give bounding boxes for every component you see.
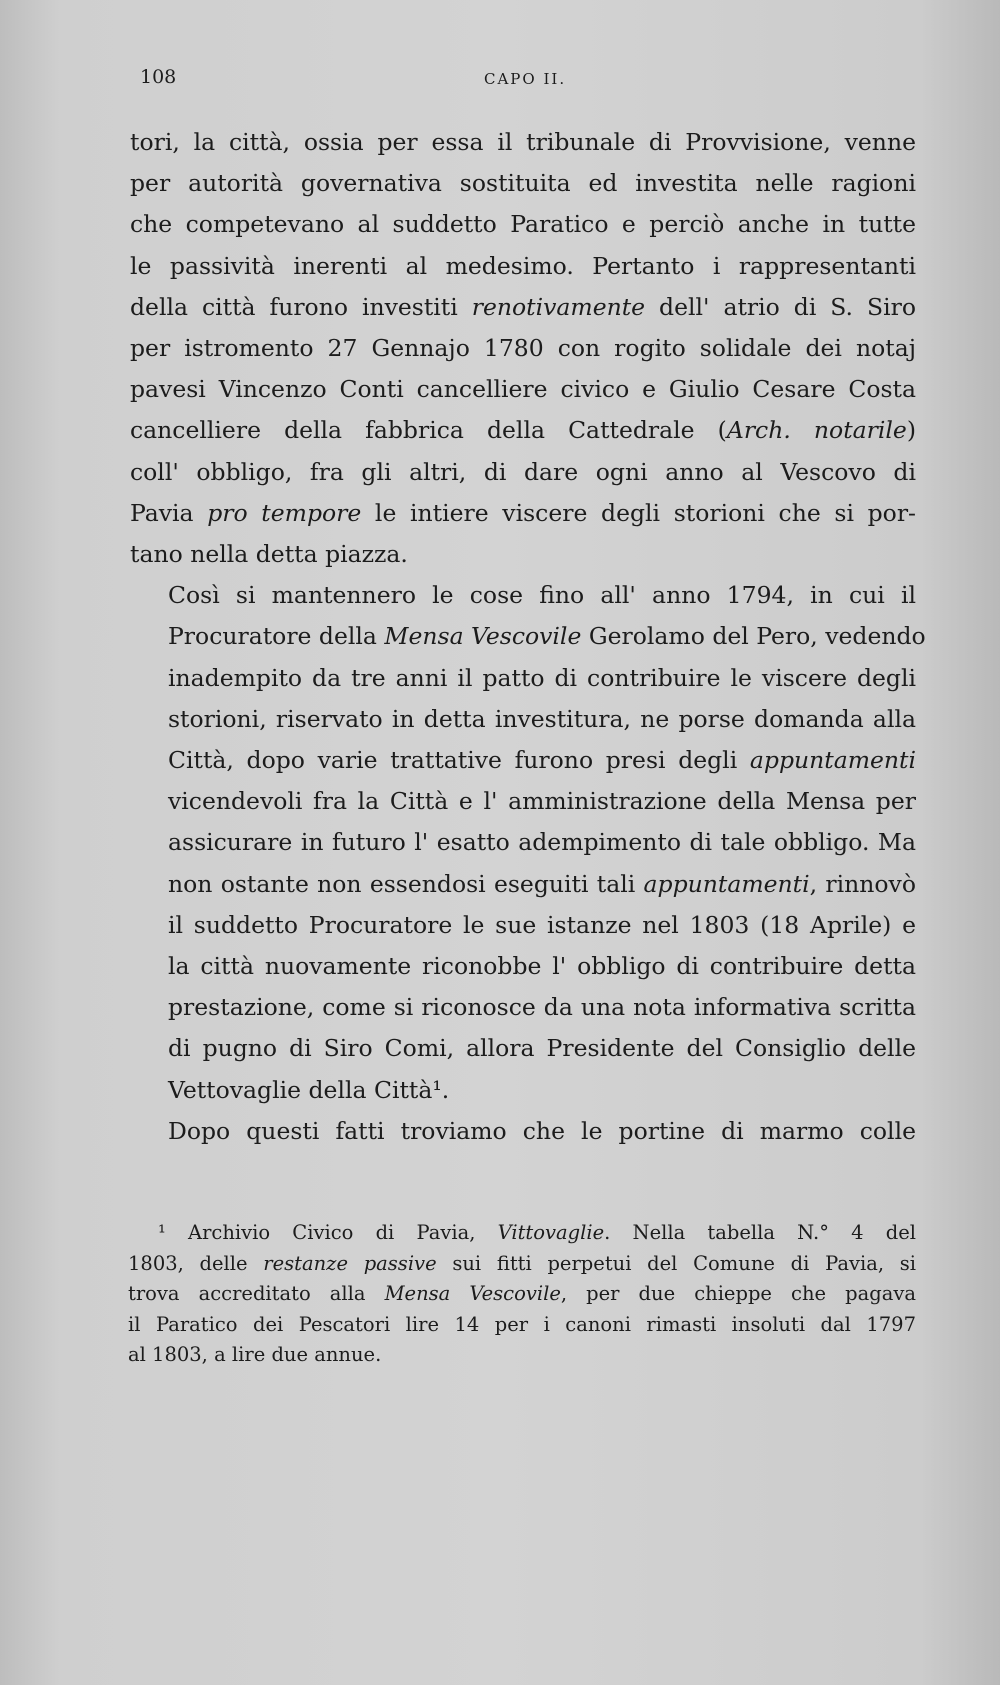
text-line: della città furono investiti renotivamente dell' atrio di S. Siro <box>130 292 916 321</box>
text-line: non ostante non essendosi eseguiti tali appuntamenti, rinnovò <box>168 869 916 898</box>
footnote-line: al 1803, a lire due annue. <box>128 1343 382 1366</box>
text-line: di pugno di Siro Comi, allora Presidente del Consiglio delle <box>168 1034 916 1063</box>
text-line: il suddetto Procuratore le sue istanze nel 1803 (18 Aprile) e <box>168 910 916 939</box>
page-header <box>132 66 912 96</box>
paragraph-1 <box>130 122 916 575</box>
text-line: la città nuovamente riconobbe l' obbligo di contribuire detta <box>168 952 916 981</box>
text-line: Procuratore della Mensa Vescovile Gerolamo del Pero, vedendo <box>168 622 926 651</box>
text-line: storioni, riservato in detta investitura, ne porse domanda alla <box>168 704 916 733</box>
text-line: assicurare in futuro l' esatto adempimento di tale obbligo. Ma <box>168 828 916 857</box>
text-line: prestazione, come si riconosce da una nota informativa scritta <box>168 993 916 1022</box>
running-head: CAPO II. <box>484 70 567 88</box>
text-line: Vettovaglie della Città¹. <box>168 1075 450 1104</box>
text-line: per istromento 27 Gennajo 1780 con rogito solidale dei notaj <box>130 334 916 363</box>
text-line: inadempito da tre anni il patto di contribuire le viscere degli <box>168 663 916 692</box>
text-line: coll' obbligo, fra gli altri, di dare ogni anno al Vescovo di <box>130 457 916 486</box>
paragraph-3 <box>130 1111 916 1152</box>
text-line: tori, la città, ossia per essa il tribunale di Provvisione, venne <box>130 128 916 156</box>
text-line: che competevano al suddetto Paratico e perciò anche in tutte <box>130 210 916 239</box>
text-line: vicendevoli fra la Città e l' amministrazione della Mensa per <box>168 787 916 816</box>
text-line: Pavia pro tempore le intiere viscere degli storioni che si por- <box>130 498 916 527</box>
text-line: pavesi Vincenzo Conti cancelliere civico e Giulio Cesare Costa <box>130 375 916 404</box>
footnote-line: 1803, delle restanze passive sui fitti perpetui del Comune di Pavia, si <box>128 1251 916 1275</box>
paragraph-2 <box>130 575 926 1111</box>
text-line: per autorità governativa sostituita ed investita nelle ragioni <box>130 169 916 198</box>
footnote-line: il Paratico dei Pescatori lire 14 per i canoni rimasti insoluti dal 1797 <box>128 1312 916 1336</box>
footnotes <box>128 1218 916 1371</box>
text-line: tano nella detta piazza. <box>130 540 408 569</box>
text-line: cancelliere della fabbrica della Cattedrale (Arch. notarile) <box>130 416 916 445</box>
text-line: Così si mantennero le cose fino all' anno 1794, in cui il <box>168 581 916 610</box>
text-line: le passività inerenti al medesimo. Pertanto i rappresentanti <box>130 251 916 280</box>
text-line: Dopo questi fatti troviamo che le portine di marmo colle <box>168 1116 916 1145</box>
text-line: Città, dopo varie trattative furono presi degli appuntamenti <box>168 746 916 775</box>
page-number: 108 <box>140 66 177 88</box>
footnote-line: ¹ Archivio Civico di Pavia, Vittovaglie. Nella tabella N.° 4 del <box>158 1221 916 1244</box>
footnote-line: trova accreditato alla Mensa Vescovile, per due chieppe che pagava <box>128 1282 916 1305</box>
body-text <box>130 122 926 1152</box>
